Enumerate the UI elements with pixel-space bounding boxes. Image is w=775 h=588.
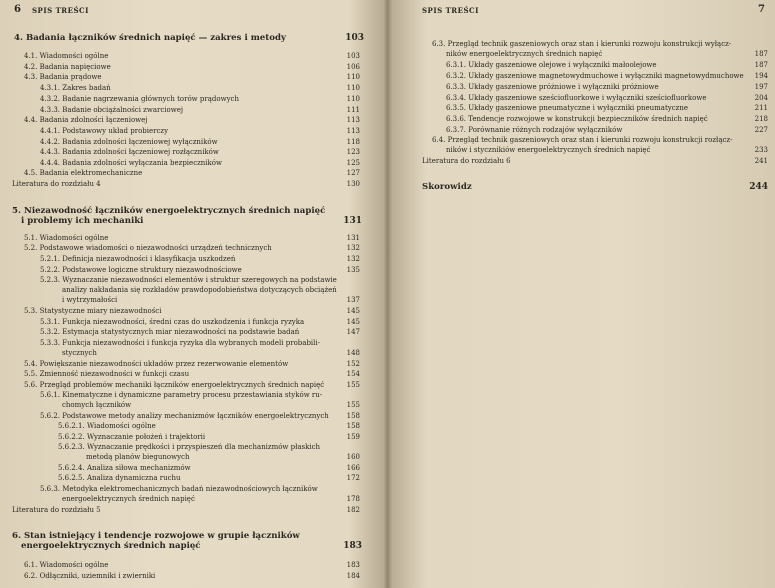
- running-header: SPIS TREŚCI: [422, 6, 479, 15]
- toc-entry: 5.3.3. Funkcja niezawodności i funkcja ryzyka dla wybranych modeli probabili- stycznych 148: [40, 339, 360, 357]
- toc-entry: 5.6.3. Metodyka elektromechanicznych badań niezawodnościowych łączników energoelektrycznych średnich napięć 178: [40, 485, 360, 503]
- toc-entry: 5.6.2.3. Wyznaczanie prędkości i przyspieszeń dla mechanizmów płaskich metodą planów biegunowych 160: [58, 443, 360, 461]
- toc-chapter: 6. Stan istniejący i tendencje rozwojowe w grupie łączników energoelektrycznych średnich napięć 183: [12, 531, 362, 551]
- toc-chapter: 5. Niezawodność łączników energoelektrycznych średnich napięć i problemy ich mechaniki 131: [12, 206, 362, 226]
- toc-entry: 5.6.1. Kinematyczne i dynamiczne parametry procesu przestawiania styków ru- chomych łączników 155: [40, 391, 360, 409]
- right-page: SPIS TREŚCI 7 6.3. Przegląd technik gaszeniowych oraz stan i kierunki rozwoju konstrukcji wyłącz- ników energoelektrycznych średnich napięć 187 6.3.1. Układy gaszeniowe olejowe i wyłączniki małoolejowe 187 6.3.2. Układy gaszeniowe magnetowydmuchowe i wyłączniki magnetowydmuchowe 194 6.3.3. Układy gaszeniowe próżniowe i wyłączniki próżniowe 197 6.3.4. Układy gaszeniowe sześciofluorkowe i wyłączniki sześciofluorkowe 204 6.3.5. Układy gaszeniowe pneumatyczne i wyłączniki pneumatyczne 211 6.3.6. Tendencje rozwojowe w konstrukcji bezpieczników średnich napięć 218 6.3.7. Porównanie różnych rodzajów wyłączników 227 6.4. Przegląd technik gaszeniowych oraz stan i kierunki rozwoju konstrukcji rozłącz- ników i stycznikiów energoelektrycznych średnich napięć 233 Literatura do rozdziału 6 241 Skorowidz 244: [422, 4, 768, 192]
- toc-entry: 5.2.3. Wyznaczanie niezawodności elementów i struktur szeregowych na podstawie analizy nakładania się rozkładów prawdopodobieństwa dotyczących obciążeń i wytrzymałości 137: [40, 276, 360, 304]
- left-page: 6 SPIS TREŚCI 4. Badania łączników średnich napięć — zakres i metody 103 4.1. Wiadomości ogólne 103 4.2. Badania napięciowe 106 4.3. Badania prądowe 110 4.3.1. Zakres badań 110 4.3.2. Badanie nagrzewania głównych torów prądowych 110 4.3.3. Badanie obciążalności zwarciowej 111 4.4. Badania zdolności łączeniowej 113 4.4.1. Podstawowy układ probierczy 113 4.4.2. Badania zdolności łączeniowej wyłączników 118 4.4.3. Badania zdolności łączeniowej rozłączników 123 4.4.4. Badania zdolności wyłączania bezpieczników 125 4.5. Badania elektromechaniczne 127 Literatura do rozdziału 4 130 5. Niezawodność łączników energoelektrycznych średnich napięć i problemy ich mechaniki 131 5.1. Wiadomości ogólne 131 5.2. Podstawowe wiadomości o niezawodności urządzeń technicznych 132 5.2.1. Definicja niezawodności i klasyfikacja uszkodzeń 132 5.2.2. Podstawowe logiczne struktury niezawodnościowe 135 5.2.3. Wyznaczanie niezawodności elementów i struktur szeregowych na podstawie analizy nakładania się rozkładów prawdopodobieństwa dotyczących obciążeń i wytrzymałości 137 5.3. Statystyczne miary niezawodności 145 5.3.1. Funkcja niezawodności, średni czas do uszkodzenia i funkcja ryzyka 145 5.3.2. Estymacja statystycznych miar niezawodności na podstawie badań 147 5.3.3. Funkcja niezawodności i funkcja ryzyka dla wybranych modeli probabili- stycznych 148 5.4. Powiększanie niezawodności układów przez rezerwowanie elementów 152 5.5. Zmienność niezawodności w funkcji czasu 154 5.6. Przegląd problemów mechaniki łączników energoelektrycznych średnich napięć 155 5.6.1. Kinematyczne i dynamiczne parametry procesu przestawiania styków ru- chomych łączników 155 5.6.2. Podstawowe metody analizy mechanizmów łączników energoelektrycznych 158 5.6.2.1. Wiadomości ogólne 158 5.6.2.2. Wyznaczanie położeń i trajektorii 159 5.6.2.3. Wyznaczanie prędkości i przyspieszeń dla mechanizmów płaskich metodą planów biegunowych 160 5.6.2.4. Analiza siłowa mechanizmów 166 5.6.2.5. Analiza dynamiczna ruchu 172 5.6.3. Metodyka elektromechanicznych badań niezawodnościowych łączników energoelektrycznych średnich napięć 178 Literatura do rozdziału 5 182 6. Stan istniejący i tendencje rozwojowe w grupie łączników energoelektrycznych średnich napięć 183 6.1. Wiadomości ogólne 183 6.2. Odłączniki, uziemniki i zwierniki 184: [12, 4, 364, 580]
- toc-entry: 6.4. Przegląd technik gaszeniowych oraz stan i kierunki rozwoju konstrukcji rozłącz- ników i stycznikiów energoelektrycznych średnich napięć 233: [432, 136, 768, 154]
- page-number: 7: [758, 4, 765, 15]
- page-number: 6: [14, 4, 21, 15]
- toc-entry: 6.3. Przegląd technik gaszeniowych oraz stan i kierunki rozwoju konstrukcji wyłącz- ników energoelektrycznych średnich napięć 187: [432, 40, 768, 58]
- running-header: SPIS TREŚCI: [32, 6, 89, 15]
